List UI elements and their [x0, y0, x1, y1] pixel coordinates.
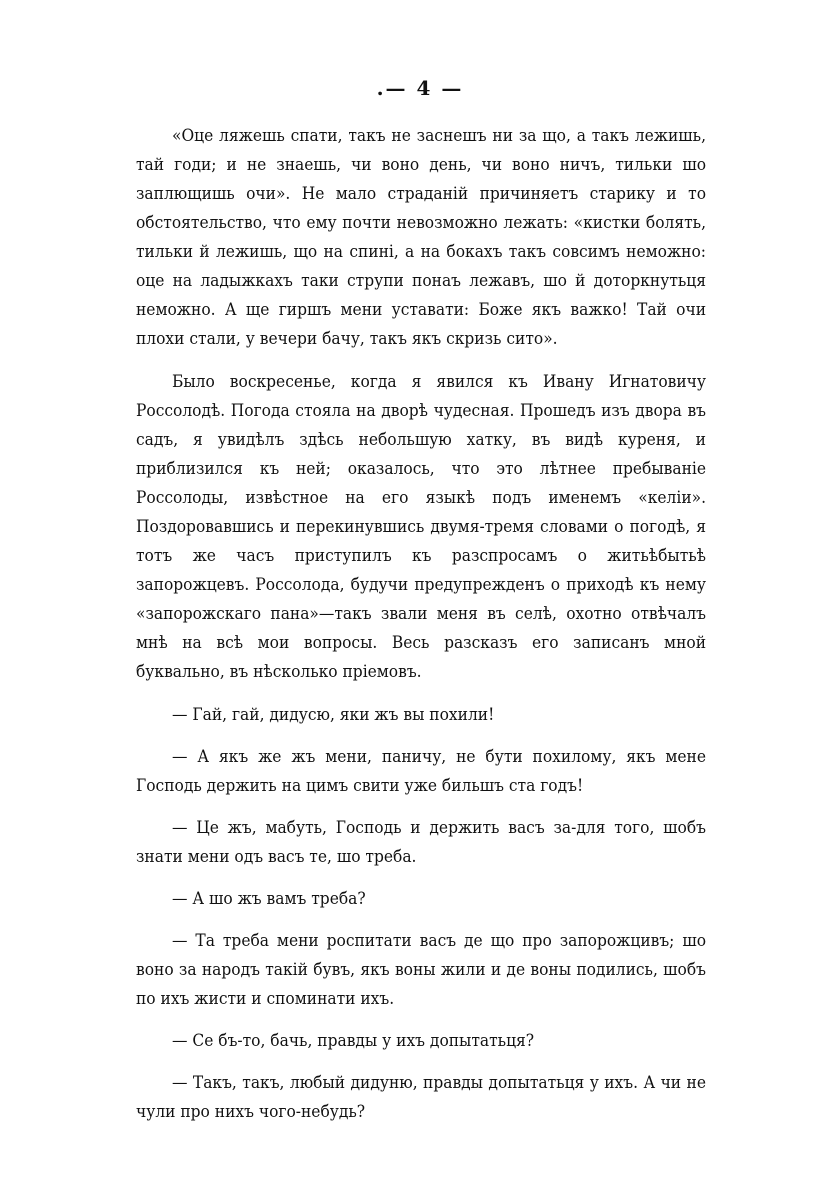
page-number: .— 4 — — [376, 76, 464, 100]
paragraph-narrative: Было воскресенье, когда я явился къ Ивану Игнатовичу Россолодѣ. Погода стояла на дворѣ чудесная. Прошедъ изъ двора въ садъ, я увидѣлъ здѣсь небольшую хатку, въ видѣ куреня, и приблизился къ ней; оказалось, что это лѣтнее пребыванiе Россолоды, извѣстное на его языкѣ подъ именемъ «келiи». Поздоровавшись и перекинувшись двумя-тремя словами о погодѣ, я тотъ же часъ приступилъ къ разспросамъ о житьѣбытьѣ запорожцевъ. Россолода, будучи предупрежденъ о приходѣ къ нему «запорожскаго пана»—такъ звали меня въ селѣ, охотно отвѣчалъ мнѣ на всѣ мои вопросы. Весь разсказъ его записанъ мной буквально, въ нѣсколько прiемовъ. — [136, 372, 706, 682]
page-body — [136, 122, 706, 1140]
dialog-line: — Такъ, такъ, любый дидуню, правды допытатьця у ихъ. А чи не чули про нихъ чого-небудь? — [136, 1073, 706, 1122]
dialog-line: — А якъ же жъ мени, паничу, не бути похилому, якъ мене Господь держить на цимъ свити уже бильшъ ста годъ! — [136, 747, 706, 796]
dialog-line: — Се бъ-то, бачь, правды у ихъ допытатьця? — [172, 1031, 535, 1051]
dialog-line: — Та треба мени роспитати васъ де що про запорожцивъ; шо воно за народъ такiй бувъ, якъ воны жили и де воны подились, шобъ по ихъ жисти и споминати ихъ. — [136, 931, 706, 1009]
paragraph-quote: «Оце ляжешь спати, такъ не заснешъ ни за що, а такъ лежишь, тай годи; и не знаешь, чи воно день, чи воно ничъ, тильки шо заплющишь очи». Не мало страданiй причиняетъ старику и то обстоятельство, что ему почти невозможно лежать: «кистки болять, тильки й лежишь, що на спинi, а на бокахъ такъ совсимъ неможно: оце на ладыжкахъ таки струпи понаъ лежавъ, шо й доторкнутьця неможно. А ще гиршъ мени уставати: Боже якъ важко! Тай очи плохи стали, у вечери бачу, такъ якъ скризь сито». — [136, 126, 706, 349]
dialog-line: — Це жъ, мабуть, Господь и держить васъ за-для того, шобъ знати мени одъ васъ те, шо треба. — [136, 818, 706, 867]
dialog-line: — Гай, гай, дидусю, яки жъ вы похили! — [172, 705, 495, 725]
dialog-line: — А шо жъ вамъ треба? — [172, 889, 366, 909]
